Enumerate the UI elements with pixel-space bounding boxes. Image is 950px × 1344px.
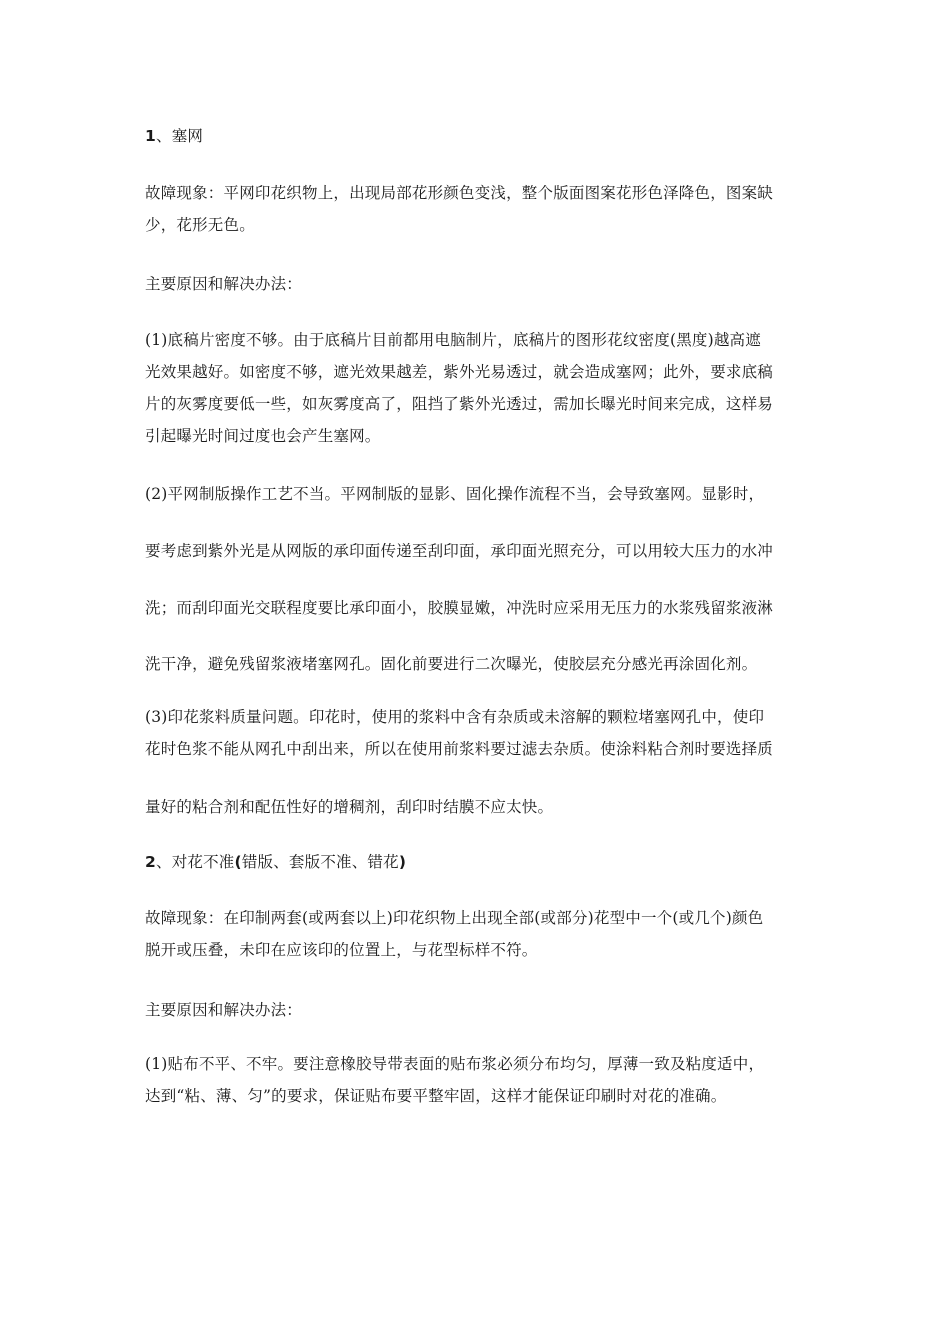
text-line: 洗；而刮印面光交联程度要比承印面小，胶膜显嫩，冲洗时应采用无压力的水浆残留浆液淋 bbox=[145, 599, 774, 617]
text-line: (3)印花浆料质量问题。印花时，使用的浆料中含有杂质或未溶解的颗粒堵塞网孔中，使印 bbox=[145, 708, 765, 726]
text-line: (1)底稿片密度不够。由于底稿片目前都用电脑制片，底稿片的图形花纹密度(黑度)越高遮 bbox=[145, 331, 761, 349]
section-1-title: 、塞网 bbox=[156, 127, 204, 145]
text-line: 片的灰雾度要低一些，如灰雾度高了，阻挡了紫外光透过，需加长曝光时间来完成，这样易 bbox=[145, 395, 774, 413]
section-1-causes-heading: 主要原因和解决办法： bbox=[145, 275, 303, 293]
section-2-causes-heading: 主要原因和解决办法： bbox=[145, 1001, 303, 1019]
text-line: 达到“粘、薄、匀”的要求，保证贴布要平整牢固，这样才能保证印刷时对花的准确。 bbox=[145, 1087, 727, 1105]
section-2-item-1 bbox=[145, 1048, 810, 1112]
text-line: 洗干净，避免残留浆液堵塞网孔。固化前要进行二次曝光，使胶层充分感光再涂固化剂。 bbox=[145, 655, 758, 673]
text-line: 光效果越好。如密度不够，遮光效果越差，紫外光易透过，就会造成塞网；此外，要求底稿 bbox=[145, 363, 774, 381]
section-1-heading bbox=[145, 120, 810, 152]
section-1-symptom bbox=[145, 177, 810, 241]
text-line: 花时色浆不能从网孔中刮出来，所以在使用前浆料要过滤去杂质。使涂料粘合剂时要选择质 bbox=[145, 740, 774, 758]
section-2-symptom bbox=[145, 902, 810, 966]
text-line: 量好的粘合剂和配伍性好的增稠剂，刮印时结膜不应太快。 bbox=[145, 798, 554, 816]
text-line: 要考虑到紫外光是从网版的承印面传递至刮印面，承印面光照充分，可以用较大压力的水冲 bbox=[145, 542, 774, 560]
section-1-item-2 bbox=[145, 478, 810, 510]
text-line: 引起曝光时间过度也会产生塞网。 bbox=[145, 427, 381, 445]
section-1-item-2-cont bbox=[145, 592, 810, 624]
text-line: 故障现象：在印制两套(或两套以上)印花织物上出现全部(或部分)花型中一个(或几个)颜色 bbox=[145, 909, 764, 927]
section-2-heading: 2、对花不准(错版、套版不准、错花) bbox=[145, 853, 407, 871]
section-1-number: 1 bbox=[145, 127, 156, 145]
text-line: 少，花形无色。 bbox=[145, 216, 255, 234]
text-line: 故障现象：平网印花织物上，出现局部花形颜色变浅，整个版面图案花形色泽降色，图案缺 bbox=[145, 184, 774, 202]
text-line: 脱开或压叠，未印在应该印的位置上，与花型标样不符。 bbox=[145, 941, 538, 959]
text-line: (1)贴布不平、不牢。要注意橡胶导带表面的贴布浆必须分布均匀，厚薄一致及粘度适中， bbox=[145, 1055, 765, 1073]
section-1-item-3-cont bbox=[145, 791, 810, 823]
section-1-item-1 bbox=[145, 324, 810, 452]
section-1-item-3 bbox=[145, 701, 810, 765]
text-line: (2)平网制版操作工艺不当。平网制版的显影、固化操作流程不当，会导致塞网。显影时， bbox=[145, 485, 765, 503]
section-1-item-2-cont bbox=[145, 535, 810, 567]
section-2-number: 2 bbox=[145, 853, 156, 871]
section-1-item-2-cont bbox=[145, 648, 810, 680]
